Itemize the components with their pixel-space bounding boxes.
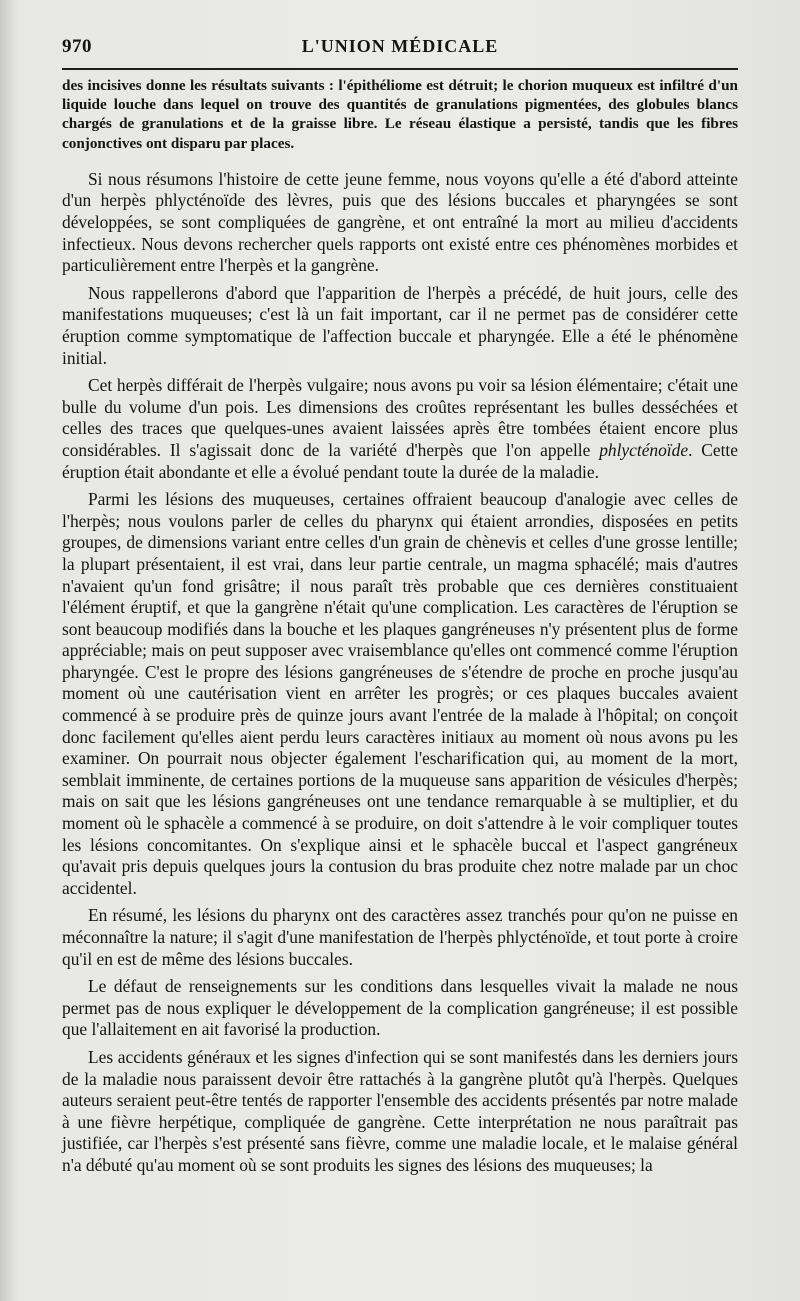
page-number: 970 bbox=[62, 36, 92, 57]
body-text bbox=[62, 76, 738, 1177]
paragraph: Parmi les lésions des muqueuses, certaines offraient beaucoup d'analogie avec celles de l'herpès; nous voulons parler de celles du pharynx qui étaient arrondies, disposées en petits groupes, de dimensions variant entre celles d'un grain de chènevis et celles d'une grosse lentille; la plupart présentaient, il est vrai, dans leur partie centrale, un magma sphacélé; mais d'autres n'avaient qu'un fond grisâtre; il nous paraît très probable que ces dernières constituaient l'élément éruptif, et que la gangrène n'était qu'une complication. Les caractères de l'éruption se sont beaucoup modifiés dans la bouche et les plaques gangréneuses n'y présentent plus de forme appréciable; mais on peut supposer avec vraisemblance qu'elles ont commencé comme l'éruption pharyngée. C'est le propre des lésions gangréneuses de s'étendre de proche en proche jusqu'au moment où une cautérisation vient en arrêter les progrès; or ces plaques buccales avaient commencé à se produire près de quinze jours avant l'entrée de la malade à l'hôpital; on conçoit donc facilement qu'elles aient perdu leurs caractères initiaux au moment où nous avons pu les examiner. On pourrait nous objecter également l'escharification qui, au moment de la mort, semblait imminente, de certaines portions de la muqueuse sans apparition de vésicules d'herpès; mais on sait que les lésions gangréneuses ont une tendance remarquable à se multiplier, et du moment où le sphacèle a commencé à se produire, on doit s'attendre à le voir compliquer toutes les lésions concomitantes. On s'explique ainsi et le sphacèle buccal et l'aspect gangréneux qu'avait pris depuis quelques jours la contusion du bras produite chez notre malade par un choc accidentel. bbox=[62, 489, 738, 898]
paragraph: Les accidents généraux et les signes d'infection qui se sont manifestés dans les derniers jours de la maladie nous paraissent devoir être rattachés à la gangrène plutôt qu'à l'herpès. Quelques auteurs seraient peut-être tentés de rapporter l'ensemble des accidents présentés par notre malade à une fièvre herpétique, compliquée de gangrène. Cette interprétation ne nous paraîtrait pas justifiée, car l'herpès s'est présenté sans fièvre, comme une maladie locale, et le malaise général n'a débuté qu'au moment où se sont produits les signes des lésions des muqueuses; la bbox=[62, 1046, 738, 1175]
paragraph: Si nous résumons l'histoire de cette jeune femme, nous voyons qu'elle a été d'abord atteinte d'un herpès phlycténoïde des lèvres, puis que des lésions buccales et pharyngées se sont développées, se sont compliquées de gangrène, et ont entraîné la mort au milieu d'accidents infectieux. Nous devons rechercher quels rapports ont existé entre ces phénomènes morbides et particulièrement entre l'herpès et la gangrène. bbox=[62, 168, 738, 276]
header-rule bbox=[62, 68, 738, 70]
paragraph: Le défaut de renseignements sur les conditions dans lesquelles vivait la malade ne nous permet pas de nous expliquer le développement de la complication gangréneuse; il est possible que l'allaitement en ait favorisé la production. bbox=[62, 976, 738, 1040]
page-header bbox=[62, 36, 738, 62]
paragraph-text: Cet herpès différait de l'herpès vulgaire; nous avons pu voir sa lésion élémentaire; c'était une bulle du volume d'un pois. Les dimensions des croûtes représentant les bulles desséchées et celles des traces que quelques-unes avaient laissées après être tombées étaient encore plus considérables. Il s'agissait donc de la variété d'herpès que l'on appelle bbox=[62, 375, 738, 460]
paragraph: En résumé, les lésions du pharynx ont des caractères assez tranchés pour qu'on ne puisse en méconnaître la nature; il s'agit d'une manifestation de l'herpès phlycténoïde, et tout porte à croire qu'il en est de même des lésions buccales. bbox=[62, 905, 738, 969]
paragraph: Nous rappellerons d'abord que l'apparition de l'herpès a précédé, de huit jours, celle des manifestations muqueuses; c'est là un fait important, car il ne permet pas de considérer cette éruption comme symptomatique de l'affection buccale et pharyngée. Elle a été le phénomène initial. bbox=[62, 282, 738, 368]
italic-term: phlycténoïde bbox=[599, 439, 689, 460]
paragraph-with-italic bbox=[62, 375, 738, 483]
running-title: L'UNION MÉDICALE bbox=[301, 36, 499, 56]
paragraph-continuation: des incisives donne les résultats suivants : l'épithéliome est détruit; le chorion muqueux est infiltré d'un liquide louche dans lequel on trouve des quantités de granulations pigmentées, des globules blancs chargés de granulations et de la graisse libre. Le réseau élastique a persisté, tandis que les fibres conjonctives ont disparu par places. bbox=[62, 77, 738, 152]
paragraph-text: . Cette éruption était abondante et elle a évolué pendant toute la durée de la maladie. bbox=[62, 439, 738, 482]
